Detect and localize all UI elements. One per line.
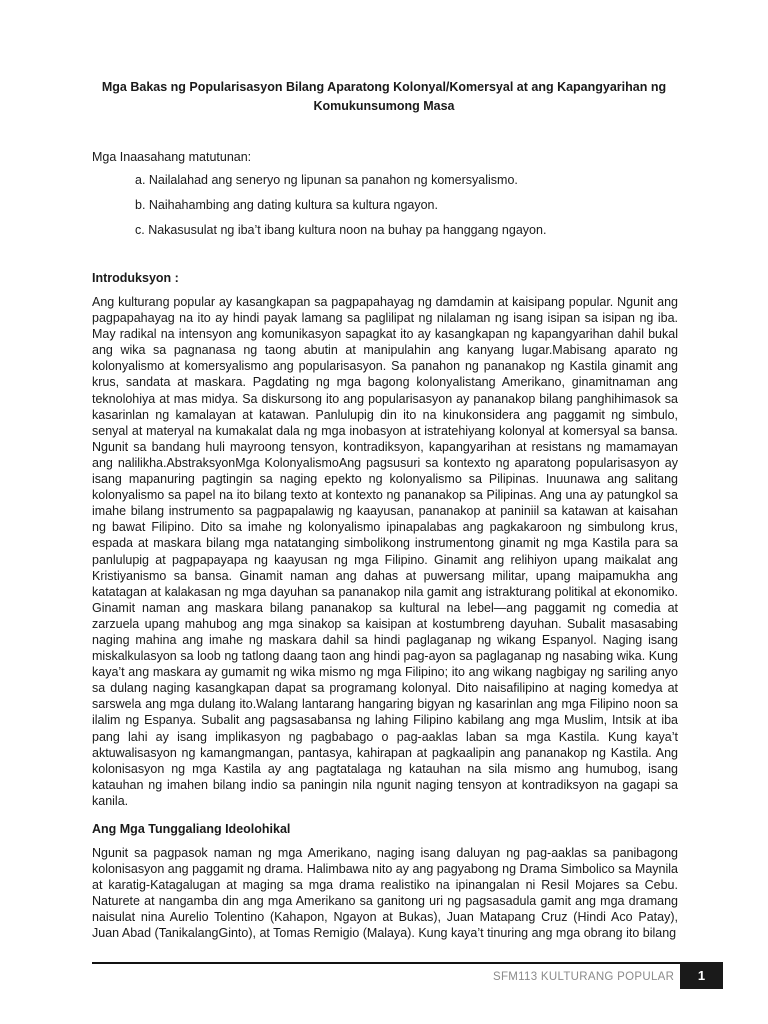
document-title: Mga Bakas ng Popularisasyon Bilang Aparatong Kolonyal/Komersyal at ang Kapangyarihan ng Komukunsumong Masa	[101, 80, 667, 113]
objectives-heading: Mga Inaasahang matutunan:	[92, 150, 252, 164]
section-paragraph: Ngunit sa pagpasok naman ng mga Amerikano, naging isang daluyan ng pag-aaklas sa panibagong kolonisasyon ang paggamit ng drama. Halimbawa nito ay ang pagyabong ng Drama Simbolico sa Maynila at karatig-Katagalugan at maging sa mga drama realistiko na ipinangalan ni Resil Mojares sa Cebu. Naturete at nangamba din ang mga Amerikano sa ganitong uri ng pagsasadula gamit ang mga dramang naisulat nina Aurelio Tolentino (Kahapon, Ngayon at Bukas), Juan Matapang Cruz (Hindi Aco Patay), Juan Abad (TanikalangGinto), at Tomas Remigio (Malaya). Kung kaya’t tinuring ang mga obrang ito bilang	[92, 846, 678, 941]
intro-paragraph: Ang kulturang popular ay kasangkapan sa pagpapahayag ng damdamin at kaisipang popular. Ngunit ang pagpapahayag na ito ay hindi payak lamang sa paglilipat ng nilalaman ng isang isipan sa isipan ng iba. May radikal na intensyon ang komunikasyon sapagkat ito ay kasangkapan ng kapangyarihan dahil bukal ang wika sa pagnanasa ng taong abutin at manipulahin ang kanyang lugar.Mabisang aparato ng kolonyalismo at komersyalismo ang popularisasyon. Sa panahon ng pananakop ng Kastila ginamit ang krus, sandata at maskara. Pagdating ng mga bagong kolonyalistang Amerikano, ginamitnaman ang teknolohiya at mas midya. Sa diskursong ito ang popularisasyon ay pananakop bilang panghihimasok sa kasarinlan ng kamalayan at katawan. Panlulupig din ito na kinukonsidera ang paggamit ng simbulo, senyal at materyal na kumakalat dala ng mga inobasyon at istratehiyang kolonyal at komersyal sa bansa. Ngunit sa bandang huli mayroong tensyon, kontradiksyon, kapangyarihan at resistans ng mamamayan ang nalilikha.AbstraksyonMga KolonyalismoAng pagsusuri sa kontexto ng aparatong popularisasyon ay isang mapanuring pagtingin sa naging epekto ng kolonyalismo sa Pilipinas. Inuunawa ang salitang kolonyalismo sa papel na ito bilang texto at kontexto ng pananakop sa Pilipinas. Ang una ay patungkol sa imahe bilang instrumento sa pagpapalawig ng kaayusan, pananakop at paniniil sa katawan at kaisahan ng bawat Filipino. Dito sa imahe ng kolonyalismo ipinapalabas ang pagkakaroon ng simbulong krus, espada at maskara bilang mga natatanging simbolikong instrumentong ginamit ng mga Kastila para sa panlulupig at pagpapayapa ng kaayusan ng mga Filipino. Ginamit ang relihiyon upang maikalat ang Kristiyanismo sa bansa. Ginamit naman ang dahas at puwersang militar, upang maipamukha ang katatagan at kalakasan ng mga dayuhan sa pananakop nila gamit ang istrakturang politikal at ekonomiko. Ginamit naman ang maskara bilang pananakop sa kultural na lebel—ang paggamit ng comedia at zarzuela upang mahubog ang mga sinakop sa kaisipan at kostumbreng dayuhan. Subalit masasabing naging mahina ang imahe ng maskara dahil sa hindi paglaganap ng wikang Espanyol. Naging isang miskalkulasyon sa loob ng tatlong daang taon ang hindi pag-ayon sa paglaganap ng nasabing wika. Kung kaya’t ang maskara ay gumamit ng wika mismo ng mga Filipino; ito ang wikang nagbigay ng sariling anyo sa dulang naging kasangkapan dapat sa programang kolonyal. Dito naisafilipino at naging komedya at sarswela ang mga dulang ito.Walang lantarang hangaring bigyan ng kasarinlan ang mga Filipino noon sa ilalim ng Espanya. Subalit ang pagsasabansa ng lahing Filipino kabilang ang mga Muslim, Intsik at iba pang lahi ay isang implikasyon ng pagbabago o pag-aaklas laban sa mga Kastila. Kung kaya’t aktuwalisasyon ng kamangmangan, pantasya, kahirapan at pagkaalipin ang pananakop ng Kastila. Ang kolonisasyon ng mga Kastila ay ang pagtatalaga ng katauhan na sila mismo ang humubog, isang katauhan ng imahen bilang indio sa paningin nila ngunit naging tensyon at kontradiksyon na gagapi sa kanila.	[92, 295, 678, 808]
intro-heading: Introduksyon :	[92, 271, 179, 285]
footer-course-label: SFM113 KULTURANG POPULAR	[493, 971, 675, 983]
objective-item: b. Naihahambing ang dating kultura sa kultura ngayon.	[135, 198, 438, 212]
page-number: 1	[697, 968, 706, 983]
footer-divider	[92, 962, 680, 964]
objective-item: c. Nakasusulat ng iba’t ibang kultura noon na buhay pa hanggang ngayon.	[135, 223, 547, 237]
page-number-badge	[680, 962, 723, 989]
objective-item: a. Nailalahad ang seneryo ng lipunan sa panahon ng komersyalismo.	[135, 173, 518, 187]
objectives-list	[135, 172, 546, 247]
section-heading: Ang Mga Tunggaliang Ideolohikal	[92, 822, 291, 836]
